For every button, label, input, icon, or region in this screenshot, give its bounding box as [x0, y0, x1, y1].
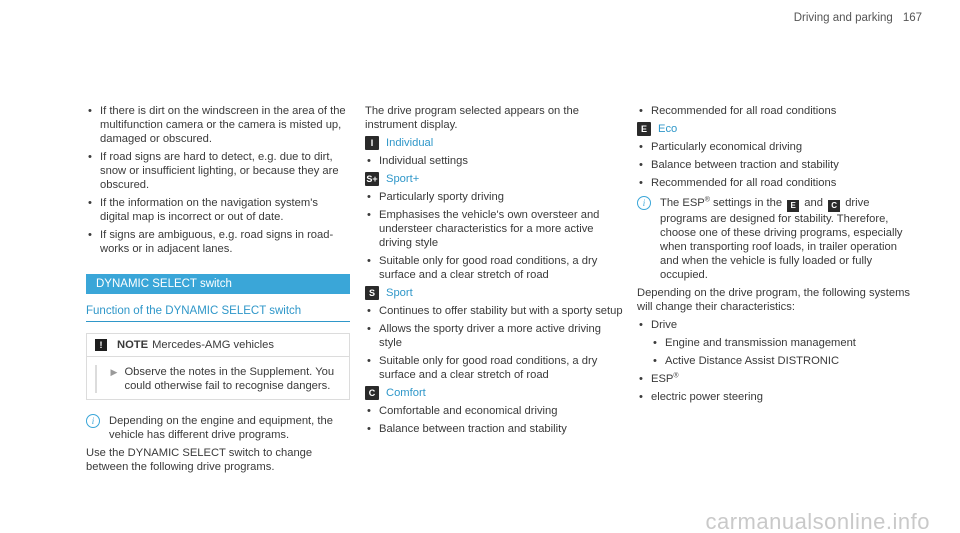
note-title: NOTE [117, 339, 149, 351]
bullet-list [637, 318, 917, 404]
comfort-key-icon: C [828, 200, 840, 212]
bullet-list [637, 104, 917, 118]
info-text-part: and [801, 197, 827, 209]
header-title: Driving and parking [793, 12, 893, 24]
eco-key-icon: E [637, 122, 651, 136]
list-item-label: ESP [651, 373, 674, 385]
note-subtitle: Mercedes-AMG vehicles [152, 339, 274, 351]
info-note [86, 414, 350, 442]
arrow-right-icon: ▶ [110, 367, 118, 377]
mode-eco [637, 122, 917, 136]
list-item: • Recommended for all road conditions [637, 104, 917, 118]
mode-label: Sport+ [386, 173, 420, 185]
list-item [637, 372, 917, 386]
list-item: • If there is dirt on the windscreen in the area of the multifunction camera or the camera is misted up, damaged or obscured. [86, 104, 350, 146]
warning-icon: ! [95, 339, 107, 351]
comfort-key-icon: C [365, 386, 379, 400]
list-item: • If signs are ambiguous, e.g. road signs in road-works or in adjacent lanes. [86, 228, 350, 256]
info-note [637, 196, 917, 282]
watermark: carmanualsonline.info [705, 509, 930, 533]
bullet-list [365, 404, 627, 436]
column-left [86, 104, 350, 474]
bullet-list [365, 190, 627, 282]
info-text-part: The ESP [660, 197, 705, 209]
mode-sport [365, 286, 627, 300]
column-middle [365, 104, 627, 440]
sub-list-item: • Active Distance Assist DISTRONIC [651, 354, 917, 368]
list-item: • If the information on the navigation system's digital map is incorrect or out of date. [86, 196, 350, 224]
note-text: Observe the notes in the Supplement. You could otherwise fail to recognise dangers. [124, 366, 335, 392]
eco-key-icon: E [787, 200, 799, 212]
list-item: • Continues to offer stability but with a sporty setup [365, 304, 627, 318]
list-item: • Emphasises the vehicle's own oversteer and understeer characteristics for a more active driving style [365, 208, 627, 250]
registered-mark: ® [704, 196, 710, 204]
list-item: • Particularly economical driving [637, 140, 917, 154]
info-text-part: drive programs are designed for stability. Therefore, choose one of these driving programs, especially when transporting roof loads, in trailer operation and when the vehicle is fully loaded or fully occupied. [660, 197, 903, 281]
note-body [87, 357, 349, 399]
list-item: • electric power steering [637, 390, 917, 404]
note-divider [95, 365, 97, 393]
list-item: • Suitable only for good road conditions, a dry surface and a clear stretch of road [365, 354, 627, 382]
individual-key-icon: I [365, 136, 379, 150]
note-header [87, 334, 349, 357]
paragraph: Use the DYNAMIC SELECT switch to change between the following drive programs. [86, 447, 313, 473]
bullet-list [365, 154, 627, 168]
list-item: • Balance between traction and stability [365, 422, 627, 436]
registered-mark: ® [673, 372, 679, 380]
list-item: • Particularly sporty driving [365, 190, 627, 204]
paragraph: Depending on the drive program, the following systems will change their characteristics: [637, 287, 910, 313]
bullet-list [365, 304, 627, 382]
mode-label: Sport [386, 287, 413, 299]
sport-key-icon: S [365, 286, 379, 300]
list-item-label: Drive [651, 319, 678, 331]
list-item: • Balance between traction and stability [637, 158, 917, 172]
mode-individual [365, 136, 627, 150]
mode-sport-plus [365, 172, 627, 186]
subsection-heading: Function of the DYNAMIC SELECT switch [86, 304, 350, 322]
sub-list [651, 336, 917, 368]
paragraph: The drive program selected appears on the instrument display. [365, 105, 579, 131]
note-box [86, 333, 350, 400]
page-header [794, 11, 922, 25]
mode-label: Comfort [386, 387, 426, 399]
list-item: • Recommended for all road conditions [637, 176, 917, 190]
list-item: • Comfortable and economical driving [365, 404, 627, 418]
info-text [660, 196, 917, 282]
info-icon: i [86, 414, 100, 428]
page-number: 167 [902, 12, 922, 24]
sub-list-item: • Engine and transmission management [651, 336, 917, 350]
column-right [637, 104, 917, 408]
list-item [637, 318, 917, 368]
info-text-part: settings in the [709, 197, 786, 209]
bullet-list [637, 140, 917, 190]
mode-label: Individual [386, 137, 434, 149]
info-icon: i [637, 196, 651, 210]
section-title: DYNAMIC SELECT switch [86, 274, 350, 294]
list-item: • Allows the sporty driver a more active driving style [365, 322, 627, 350]
bullet-list [86, 104, 350, 256]
sport-plus-key-icon: S+ [366, 174, 378, 184]
info-text: Depending on the engine and equipment, the vehicle has different drive programs. [109, 415, 333, 441]
mode-label: Eco [658, 123, 678, 135]
list-item: • If road signs are hard to detect, e.g. due to dirt, snow or insufficient lighting, or because they are obscured. [86, 150, 350, 192]
mode-comfort [365, 386, 627, 400]
list-item: • Suitable only for good road conditions, a dry surface and a clear stretch of road [365, 254, 627, 282]
list-item: • Individual settings [365, 154, 627, 168]
